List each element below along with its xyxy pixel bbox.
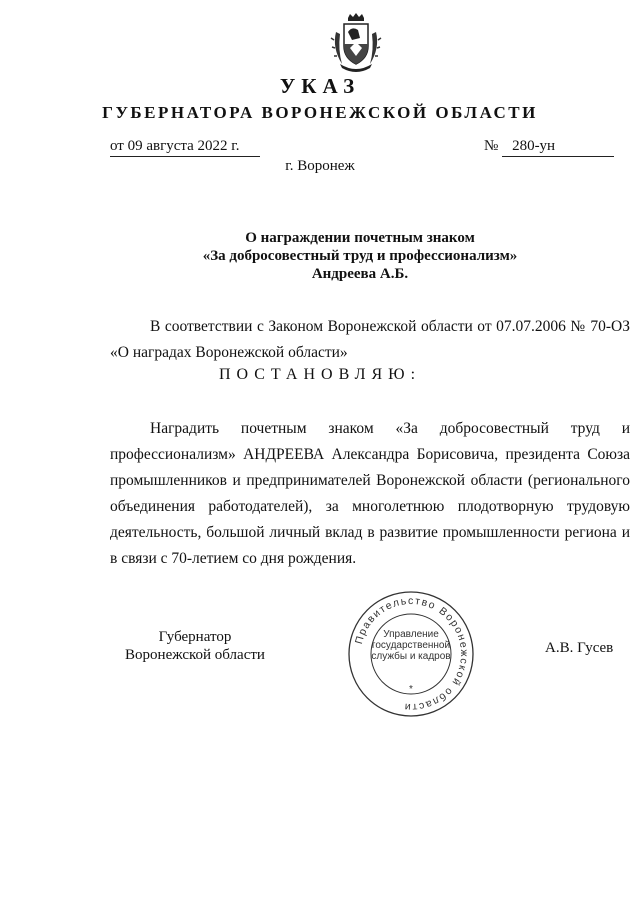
signer-role-line-2: Воронежской области bbox=[125, 647, 265, 663]
order-paragraph: Наградить почетным знаком «За добросовестный труд и профессионализм» АНДРЕЕВА Александра Борисовича, президента Союза промышленников и предпринимателей Воронежской области (регионального объединения работодателей), за многолетнюю плодотворную трудовую деятельность, большой личный вклад в развитие промышленности региона и в связи с 70-летием со дня рождения. bbox=[110, 420, 630, 567]
subject-line-1: О награждении почетным знаком bbox=[245, 230, 475, 246]
document-number bbox=[484, 136, 614, 157]
document-title: УКАЗ bbox=[279, 74, 361, 98]
stamp-inner-line-3: службы и кадров bbox=[371, 651, 451, 662]
decree-word: ПОСТАНОВЛЯЮ: bbox=[218, 366, 422, 383]
stamp-star: * bbox=[409, 684, 413, 695]
stamp-ring-text: Правительство Воронежской области bbox=[353, 594, 471, 714]
number-value: 280-ун bbox=[502, 136, 614, 157]
document-subject bbox=[100, 229, 620, 283]
number-sign: № bbox=[484, 138, 499, 154]
subject-line-3: Андреева А.Б. bbox=[311, 266, 409, 282]
signer-name: А.В. Гусев bbox=[545, 640, 614, 656]
signer-role-line-1: Губернатор bbox=[158, 629, 232, 645]
document-subtitle: ГУБЕРНАТОРА ВОРОНЕЖСКОЙ ОБЛАСТИ bbox=[102, 103, 538, 122]
legal-basis-paragraph: В соответствии с Законом Воронежской области от 07.07.2006 № 70-ОЗ «О наградах Воронежской области» bbox=[110, 318, 630, 361]
document-date: от 09 августа 2022 г. bbox=[110, 136, 260, 157]
official-stamp bbox=[346, 589, 476, 719]
document-city: г. Воронеж bbox=[285, 158, 355, 174]
stamp-inner-line-1: Управление bbox=[383, 629, 439, 640]
stamp-inner-line-2: государственной bbox=[371, 640, 451, 651]
stamp-inner-text bbox=[346, 629, 476, 695]
signer-role bbox=[110, 628, 280, 664]
subject-line-2: «За добросовестный труд и профессионализм» bbox=[202, 248, 518, 264]
coat-of-arms-icon bbox=[330, 12, 382, 74]
